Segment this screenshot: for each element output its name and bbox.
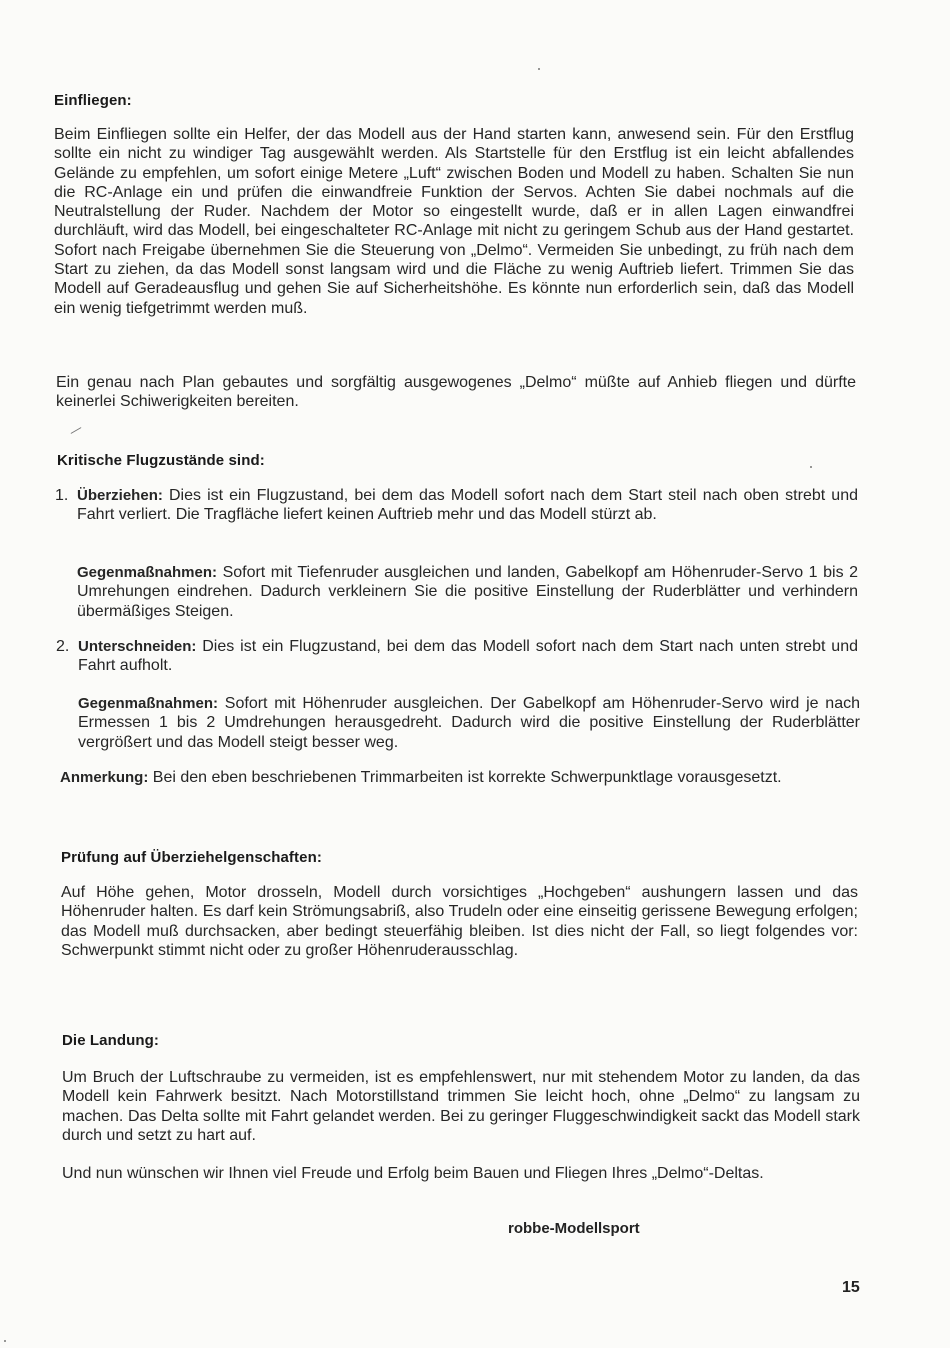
text-anmerkung: Bei den eben beschriebenen Trimmarbeiten ist korrekte Schwerpunktlage vorausgesetzt.: [148, 769, 782, 786]
signature: robbe-Modellsport: [508, 1220, 640, 1237]
text-unterschneiden: Dies ist ein Flugzustand, bei dem das Modell sofort nach dem Start nach unten strebt und Fahrt aufholt.: [78, 638, 858, 675]
scan-speck: [810, 466, 812, 468]
scan-speck: [4, 1340, 6, 1342]
list-number: 1.: [55, 487, 69, 504]
heading-kritische-flugzustaende: Kritische Flugzustände sind:: [57, 452, 265, 469]
list-item-unterschneiden: [56, 637, 858, 676]
page-number: 15: [842, 1279, 860, 1296]
paragraph-landung-1: Um Bruch der Luftschraube zu vermeiden, ist es empfehlenswert, nur mit stehendem Motor zu landen, da das Modell kein Fahrwerk besitzt. Nach Motorstillstand trimmen Sie leicht hoch, ohne „Delmo“ zu langsam zu machen. Das Delta sollte mit Fahrt gelandet werden. Bei zu geringer Fluggeschwindigkeit sackt das Modell stark durch und setzt zu hart auf.: [62, 1069, 860, 1144]
text-gegenmassnahmen-1: Sofort mit Tiefenruder ausgleichen und landen, Gabelkopf am Höhenruder-Servo 1 bis 2 Umrehungen eindrehen. Dadurch verkleinern Sie die positive Einstellung der Ruderblätter und verhindern übermäßiges Steigen.: [77, 564, 858, 620]
heading-landung: Die Landung:: [62, 1032, 160, 1049]
term-gegenmassnahmen: Gegenmaßnahmen:: [77, 564, 218, 581]
heading-einfliegen: Einfliegen:: [54, 92, 132, 109]
term-ueberziehen: Überziehen:: [77, 487, 163, 504]
term-unterschneiden: Unterschneiden:: [78, 638, 197, 655]
paragraph-einfliegen-2: Ein genau nach Plan gebautes und sorgfältig ausgewogenes „Delmo“ müßte auf Anhieb fliegen und dürfte keinerlei Schiwerigkeiten bereiten.: [56, 374, 856, 411]
text-gegenmassnahmen-2: Sofort mit Höhenruder ausgleichen. Der Gabelkopf am Höhenruder-Servo wird je nach Ermessen 1 bis 2 Umdrehungen herausgedreht. Dadurch wird die positive Einstellung der Ruderblätter vergrößert und das Modell steigt besser weg.: [78, 695, 860, 751]
countermeasure-ueberziehen: [77, 563, 858, 621]
countermeasure-unterschneiden: [78, 694, 860, 752]
list-number: 2.: [56, 638, 70, 655]
text-ueberziehen: Dies ist ein Flugzustand, bei dem das Modell sofort nach dem Start steil nach oben strebt und Fahrt verliert. Die Tragfläche liefert keinen Auftrieb mehr und das Modell stürzt ab.: [77, 487, 858, 524]
term-anmerkung: Anmerkung:: [60, 769, 149, 786]
paragraph-pruefung: Auf Höhe gehen, Motor drosseln, Modell durch vorsichtiges „Hochgeben“ aushungern lassen und das Höhenruder halten. Es darf kein Strömungsabriß, also Trudeln oder eine einseitig gerissene Bewegung erfolgen; das Modell muß durchsacken, aber bedingt steuerfähig bleiben. Ist dies nicht der Fall, so liegt folgendes vor: Schwerpunkt stimmt nicht oder zu großer Höhenruderausschlag.: [61, 884, 858, 959]
list-item-ueberziehen: [55, 486, 858, 525]
term-gegenmassnahmen: Gegenmaßnahmen:: [78, 695, 219, 712]
note-anmerkung: [60, 768, 858, 787]
scan-speck: [538, 68, 540, 70]
paragraph-landung-2: Und nun wünschen wir Ihnen viel Freude und Erfolg beim Bauen und Fliegen Ihres „Delmo“-Deltas.: [62, 1165, 764, 1182]
heading-pruefung: Prüfung auf Überziehelgenschaften:: [61, 849, 322, 866]
scan-speck: [71, 427, 82, 434]
paragraph-einfliegen-1: Beim Einfliegen sollte ein Helfer, der das Modell aus der Hand starten kann, anwesend sein. Für den Erstflug sollte ein nicht zu windiger Tag ausgewählt werden. Als Startstelle für den Erstflug ist ein leicht abfallendes Gelände zu empfehlen, um sofort einige Metere „Luft“ zwischen Boden und Modell zu haben. Schalten Sie nun die RC-Anlage ein und prüfen die einwandfreie Funktion der Servos. Achten Sie dabei nochmals auf die Neutralstellung der Ruder. Nachdem der Motor so eingestellt wurde, daß er in allen Lagen einwandfrei durchläuft, wird das Modell, bei eingeschalteter RC-Anlage mit nicht zu geringem Schub aus der Hand gestartet. Sofort nach Freigabe übernehmen Sie die Steuerung von „Delmo“. Vermeiden Sie unbedingt, zu früh nach dem Start zu ziehen, da das Modell sonst langsam wird und die Fläche zu wenig Auftrieb liefert. Trimmen Sie das Modell auf Geradeausflug und gehen Sie auf Sicherheitshöhe. Es könnte nun erforderlich sein, daß das Modell ein wenig tiefgetrimmt werden muß.: [54, 126, 854, 317]
